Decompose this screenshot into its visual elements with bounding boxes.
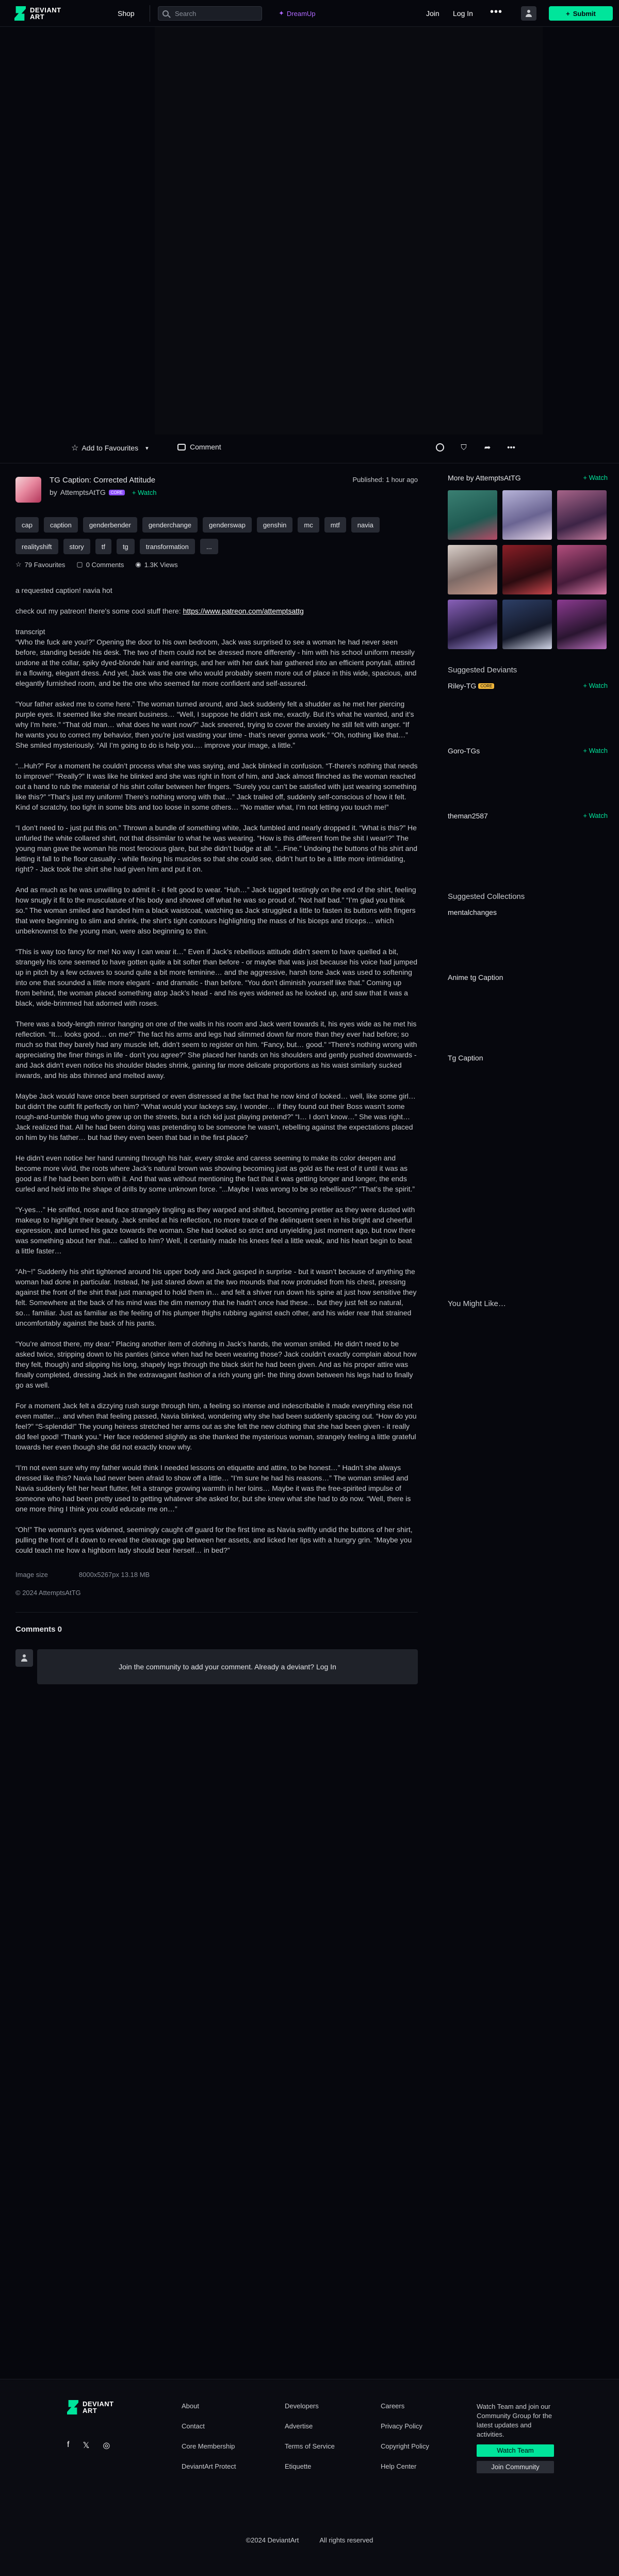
star-icon: ☆ — [15, 560, 22, 568]
comments-heading: Comments 0 — [15, 1625, 62, 1634]
social-links — [67, 2440, 110, 2451]
logo-text-line-2: ART — [83, 2407, 97, 2414]
story-paragraph: Maybe Jack would have once been surprised or even distressed at the fact that he now kind of looked… well, like some girl… but didn’t the outfit fit perfectly on him? “What would your lackeys say, I wonder… if they found out their Boss wasn’t some rough-and-tumble thug who grew up on the streets, but a rich kid just playing pretend?” “I… I don’t know…” She was right… Jack realized that. All he had been doing was pretending to be someone he wasn’t, rebelling against the expectations placed on him by his father… but had they even been that bad in the first place? — [15, 1092, 416, 1141]
team-promo-text: Watch Team and join our Community Group for the latest updates and activities. — [477, 2403, 552, 2438]
search-placeholder: Search — [175, 9, 197, 18]
story-paragraph: “Y-yes…” He sniffed, nose and face strangely tingling as they warped and shifted, becoming prettier as they were dusted with makeup to highlight their beauty. Jack smiled at his reflection, no more trace of the delinquent seen in his bright and cheerful expression, and turned his gaze towards the woman. She had looked so strict and unyielding just moment ago, but now there was something about her that… called to him? Well, it certainly made his knees feel a little weak, and his heart begin to beat a little faster… — [15, 1205, 416, 1255]
watch-team-button[interactable]: Watch Team — [477, 2444, 554, 2457]
deviant-name[interactable]: theman2587 — [448, 812, 488, 820]
gift-icon[interactable]: ⛉ — [461, 443, 467, 452]
sidebar-watch-label: Watch — [589, 474, 608, 481]
comment-label: Comment — [190, 443, 221, 451]
more-by-header — [448, 474, 608, 482]
add-to-favourites-button[interactable] — [71, 443, 149, 453]
story-paragraph: And as much as he was unwilling to admit it - it felt good to wear. “Huh…” Jack tugged testingly on the end of the shirt, feeling how snugly it fit to the musculature of his body and showed off what he was so proud of. “Not half bad.” “I’m glad you think so.” The woman smiled and handed him a black waistcoat, watching as Jack struggled a little to fasten its buttons with fingers that were beginning to slim and shrink, the shirt’s tight contours highlighting the mass of his biceps and triceps… which unbeknownst to the young man, were also beginning to thin. — [15, 886, 416, 935]
footer-link[interactable]: Careers — [381, 2402, 405, 2410]
facebook-icon[interactable]: f — [67, 2440, 70, 2449]
watch-label: Watch — [589, 747, 608, 754]
watch-label: Watch — [589, 682, 608, 689]
x-icon[interactable]: 𝕏 — [83, 2441, 90, 2450]
patreon-prefix: check out my patreon! there's some cool stuff there: — [15, 607, 183, 615]
story-paragraph: “Your father asked me to come here.” The woman turned around, and Jack suddenly felt a shudder as he met her piercing purple eyes. It seemed like she meant business… “Well, I suppose he didn’t ask me, exactly. But it’s what he wanted, and it’s why I’m here.” “That old man… what does he want now?” Jack sneered, trying to cover the anxiety he still felt with anger. “If he wants you to correct my behavior, then you’re just wasting your time - that’s never gonna work.” “Oh, nothing like that…” She smiled mysteriously. “All I’m going to do is help you…. improve your image, a little.” — [15, 700, 414, 749]
deviation-copyright: © 2024 AttemptsAtTG — [15, 1589, 81, 1597]
team-promo — [477, 2402, 554, 2473]
tag-chip[interactable]: realityshift — [15, 539, 58, 554]
dreamup-link[interactable] — [279, 9, 316, 18]
logo-text-line-1: DEVIANT — [30, 6, 61, 14]
tag-chip[interactable]: story — [63, 539, 90, 554]
core-badge: CORE — [478, 683, 494, 689]
footer-column-2 — [285, 2402, 335, 2483]
tag-list — [15, 517, 418, 554]
deviantart-logo-icon — [67, 2400, 78, 2414]
you-might-like-title: You Might Like… — [448, 1299, 506, 1308]
deviation-description — [15, 585, 418, 1555]
tag-chip[interactable]: genderchange — [142, 517, 198, 533]
image-size-label: Image size — [15, 1571, 48, 1579]
story-paragraph: “I don’t need to - just put this on.” Thrown a bundle of something white, Jack fumbled and nearly dropped it. “What is this?” He unfurled the white collared shirt, not that dissimilar to what he was wearing. “How is this different from the shit I wear!?” The young man gave the woman his most ferocious glare, but she didn’t budge at all. “...Fine.” Undoing the buttons of his shirt and letting it fall to the floor casually - while flexing his muscles so that she could see, didn’t hurt to be a little more intimidating, right? - Jack took the shirt she had given him and put it on. — [15, 824, 418, 873]
chevron-down-icon[interactable]: ▾ — [145, 445, 149, 452]
thumbnail[interactable] — [502, 545, 552, 594]
story-paragraph: For a moment Jack felt a dizzying rush surge through him, a feeling so intense and indescribable it made everything else not even matter… and when that feeling passed, Navia blinked, wondering why she had been suddenly spacing out. “How do you feel?” “S-splendid!” The young heiress stretched her arms out as she felt the new clothing that she had been given - it really did feel good! “Thank you.” Her face reddened slightly as she thanked the mysterious woman, strangely feeling a little grateful towards her even though she did not exactly know why. — [15, 1402, 417, 1451]
views-stat — [135, 560, 177, 569]
tag-chip[interactable]: cap — [15, 517, 39, 533]
footer-copyright: ©2024 DeviantArt — [246, 2536, 299, 2544]
share-icon[interactable]: ➦ — [484, 443, 491, 452]
star-icon: ☆ — [71, 444, 79, 453]
transcript-label: transcript — [15, 627, 45, 636]
collection-name[interactable]: mentalchanges — [448, 908, 497, 916]
add-to-favourites-label: Add to Favourites — [82, 444, 139, 452]
story-paragraph: He didn’t even notice her hand running through his hair, every stroke and caress seeming to make its color deepen and become more vivid, the roots where Jack’s natural brown was showing becoming just as gold as the rest of it until it was as good as if he had been born with it. And that was without mentioning the fact that it was getting longer and longer, the ends curled and held into the shape of drills by some unknown force. “...Maybe I was wrong to be so rebellious?” “That’s the spirit.” — [15, 1154, 415, 1193]
top-nav-bar — [0, 0, 619, 27]
comments-stat — [76, 560, 124, 569]
guest-avatar — [15, 1649, 33, 1667]
login-link[interactable]: Log In — [453, 9, 473, 18]
comment-join-row — [15, 1647, 418, 1684]
author-byline — [50, 488, 156, 496]
footer-link[interactable]: About — [182, 2402, 199, 2410]
deviantart-logo[interactable] — [14, 6, 61, 21]
collection-item — [448, 1054, 608, 1062]
eye-icon: ◉ — [135, 560, 141, 568]
more-by-thumbnails — [448, 490, 608, 649]
watch-label: Watch — [138, 488, 157, 496]
dreamup-label: DreamUp — [286, 9, 316, 18]
story-paragraph: There was a body-length mirror hanging on one of the walls in his room and Jack went towards it, his eyes wide as he met his reflection. “It… looks good… on me?” The fact his arms and legs had slimmed down far more than they ever had before; so much so that they barely had any muscle left, didn’t seem to register on him. “Fancy, but… good.” “There’s nothing wrong with appreciating the finer things in life - don’t you agree?” She placed her hands on his shoulders and gently pushed downwards - and Jack didn’t even notice his shoulder blades shrink, gaining far more delicate proportions as his waist similarly sucked inwards, and his abs thinned and melted away. — [15, 1020, 417, 1080]
logo-text — [83, 2401, 114, 2414]
submit-label: Submit — [573, 9, 596, 18]
more-by-title[interactable]: More by AttemptsAtTG — [448, 474, 521, 482]
thumbnail[interactable] — [557, 545, 607, 594]
collection-name[interactable]: Anime tg Caption — [448, 973, 503, 981]
deviant-name[interactable]: Goro-TGs — [448, 747, 480, 755]
badge-icon[interactable] — [434, 442, 446, 453]
tag-chip[interactable]: tf — [95, 539, 111, 554]
deviantart-logo-icon — [14, 6, 26, 21]
instagram-icon[interactable]: ◎ — [103, 2441, 110, 2450]
footer-link[interactable]: DeviantArt Protect — [182, 2462, 236, 2470]
image-size-row — [15, 1571, 418, 1579]
plus-icon: + — [566, 9, 570, 18]
description-intro: a requested caption! navia hot — [15, 586, 112, 594]
footer-link[interactable]: Advertise — [285, 2422, 313, 2430]
story-paragraph: “You’re almost there, my dear.” Placing another item of clothing in Jack’s hands, the woman smiled. He didn’t need to be asked twice, stripping down to his panties (since when had he been wearing those? Jack couldn’t exactly complain about how they felt, though) and slipping his long, shapely legs through the black skirt he had been given. And as his proper attire was finally completed, dressing Jack in the extravagant fashion of a rich young girl- the thing down between his legs had to finally go as well. — [15, 1340, 417, 1389]
shop-link[interactable]: Shop — [118, 9, 135, 18]
footer-logo[interactable] — [67, 2400, 114, 2414]
collection-item — [448, 908, 608, 916]
divider — [15, 1612, 418, 1613]
published-time: Published: 1 hour ago — [352, 476, 418, 484]
footer-link[interactable]: Contact — [182, 2422, 205, 2430]
comment-icon: ▢ — [76, 560, 83, 568]
comment-icon — [177, 444, 186, 450]
join-to-comment-prompt[interactable]: Join the community to add your comment. Already a deviant? Log In — [37, 1649, 418, 1684]
site-footer — [0, 2379, 619, 2576]
thumbnail[interactable] — [557, 490, 607, 540]
user-icon — [21, 1654, 28, 1662]
by-label: by — [50, 488, 57, 496]
more-options-icon[interactable]: ••• — [507, 443, 515, 452]
submit-button[interactable] — [549, 6, 613, 21]
story-paragraph: “This is way too fancy for me! No way I can wear it…” Even if Jack’s rebellious attitude didn’t seem to have quelled a bit, strangely his tone seemed to have gotten quite a bit softer than before - or maybe that was just because his voice had jumped up in pitch by a few octaves to sound quite a bit more feminine… and the aggressive, harsh tone Jack was used to softening into one that sounded a little more elegant - and dramatic - than before. “You don’t diminish yourself like that.” Coming up from behind, the woman placed something atop Jack’s head - and his eyes widened as he looked up, and saw that it was a black, wide-brimmed hat adorned with roses. — [15, 947, 418, 1007]
footer-link[interactable]: Help Center — [381, 2462, 417, 2470]
logo-text — [30, 7, 61, 20]
deviation-header — [15, 474, 418, 517]
suggested-deviant — [448, 812, 608, 820]
footer-link[interactable]: Privacy Policy — [381, 2422, 422, 2430]
join-link[interactable]: Join — [426, 9, 439, 18]
watch-author-button[interactable]: + Watch — [132, 488, 157, 496]
footer-link[interactable]: Copyright Policy — [381, 2442, 429, 2450]
search-input[interactable] — [158, 6, 262, 21]
story-paragraph: “Oh!” The woman’s eyes widened, seemingly caught off guard for the first time as Navia swiftly undid the buttons of her shirt, pulling the front of it down to reveal the cleavage gap between her assets, and licked her lips with a hungry grin. “Maybe you could teach me how a highborn lady should bear herself… in bed?” — [15, 1525, 413, 1554]
deviation-main-column — [15, 474, 418, 1684]
thumbnail[interactable] — [448, 490, 497, 540]
favourites-stat — [15, 560, 65, 569]
core-member-badge: CORE — [109, 490, 125, 495]
suggested-collections-title: Suggested Collections — [448, 892, 525, 901]
logo-text-line-2: ART — [30, 13, 45, 21]
right-sidebar — [448, 474, 608, 1308]
tag-chip[interactable]: genshin — [257, 517, 293, 533]
story-transcript — [15, 637, 418, 1555]
deviant-name[interactable]: Riley-TG — [448, 682, 477, 690]
deviation-stats — [15, 560, 418, 569]
patreon-link[interactable]: https://www.patreon.com/attemptsattg — [183, 607, 304, 615]
footer-column-1 — [182, 2402, 236, 2483]
footer-rights: All rights reserved — [319, 2536, 373, 2544]
deviation-title: TG Caption: Corrected Attitude — [50, 476, 156, 485]
collection-item — [448, 973, 608, 981]
story-paragraph: “Who the fuck are you!?” Opening the door to his own bedroom, Jack was surprised to see a woman he had never seen before, standing beside his desk. The two of them could not be dressed more differently - him with his school uniform messily undone at the collar, spiky dyed-blonde hair and earrings, and her with her dark hair gathered into an efficient ponytail, attired in a flowing, elegant dress. And yet, Jack was the one who would probably seem more out of place in this wide, spacious, and elegantly furnished room, and be the one who seemed far more confident and self-assured. — [15, 638, 417, 687]
footer-link[interactable]: Developers — [285, 2402, 319, 2410]
user-menu-button[interactable] — [521, 6, 536, 21]
story-paragraph: “I’m not even sure why my father would think I needed lessons on etiquette and attire, to be honest…” Hadn’t she always dressed like this? Navia had never been afraid to show off a little… “I’m sure he had his reasons…” The woman smiled and Navia suddenly felt her heart flutter, felt a strange growing warmth in her loins… Maybe it was the free-spirited impulse of someone who had been pretty used to getting whatever she asked for, but she knew what she had to do now. “Well, there is one more thing I think you could educate me on…” — [15, 1463, 411, 1513]
join-community-button[interactable]: Join Community — [477, 2461, 554, 2473]
author-avatar[interactable] — [15, 477, 41, 503]
image-size-value: 8000x5267px 13.18 MB — [78, 1571, 150, 1579]
search-icon — [162, 10, 169, 17]
suggested-deviant — [448, 682, 608, 690]
footer-bottom — [0, 2536, 619, 2544]
deviation-action-bar — [0, 434, 619, 463]
tag-chip[interactable]: mtf — [324, 517, 346, 533]
comments-count: 0 Comments — [86, 560, 124, 569]
footer-link[interactable]: Core Membership — [182, 2442, 235, 2450]
dreamup-icon: ✦ — [279, 9, 284, 17]
author-name[interactable]: AttemptsAtTG — [60, 488, 106, 496]
story-paragraph: “...Huh?” For a moment he couldn’t process what she was saying, and Jack blinked in confusion. “T-there’s nothing that needs to improve!” “Really?” It was like he blinked and she was right in front of him, and Jack almost flinched as the woman reached out a hand to rub the material of his shirt collar between her fingers. “Surely you can’t be satisfied with just wearing something like this?” “That’s just my uniform! There’s nothing wrong with that…” Jack trailed off, suddenly self-conscious of how it felt. Kind of scratchy, too tight in some bits and too loose in some others… “No matter what, I’m not letting you touch me!” — [15, 762, 418, 811]
story-paragraph: “Ah~!” Suddenly his shirt tightened around his upper body and Jack gasped in surprise - but it wasn’t because of anything the woman had done in particular. Instead, he just stared down at the two mounds that now protruded from his chest, pressing against the front of the shirt that just managed to hold them in… and felt a shiver run down his spine at just how sensitive they felt. Somewhere at the back of his mind was the dim memory that he hadn’t once had these… but they just felt so natural, so… familiar. Just as familiar as the feeling of his plumper thighs rubbing against each other, and his wider rear that strained uncomfortably against the back of his pants. — [15, 1267, 417, 1327]
patreon-line — [15, 606, 418, 616]
suggested-deviants-title: Suggested Deviants — [448, 666, 517, 674]
footer-link[interactable]: Terms of Service — [285, 2442, 335, 2450]
footer-link[interactable]: Etiquette — [285, 2462, 312, 2470]
artwork-image[interactable] — [155, 27, 543, 434]
watch-deviant-button[interactable]: + Watch — [583, 682, 608, 689]
thumbnail[interactable] — [502, 490, 552, 540]
artwork-stage — [0, 27, 619, 434]
tag-chip[interactable]: ... — [200, 539, 218, 554]
tag-chip[interactable]: mc — [298, 517, 319, 533]
suggested-deviant — [448, 747, 608, 755]
logo-text-line-1: DEVIANT — [83, 2400, 114, 2408]
tag-chip[interactable]: genderswap — [203, 517, 252, 533]
tag-chip[interactable]: caption — [44, 517, 78, 533]
favourites-count: 79 Favourites — [24, 560, 66, 569]
more-menu-icon[interactable]: ••• — [490, 6, 503, 18]
thumbnail[interactable] — [448, 545, 497, 594]
watch-deviant-button[interactable]: + Watch — [583, 747, 608, 754]
watch-deviant-button[interactable]: + Watch — [583, 812, 608, 819]
views-count: 1.3K Views — [144, 560, 178, 569]
watch-label: Watch — [589, 812, 608, 819]
thumbnail[interactable] — [557, 600, 607, 649]
thumbnail[interactable] — [502, 600, 552, 649]
tag-chip[interactable]: tg — [117, 539, 135, 554]
sidebar-watch-button[interactable]: + Watch — [583, 474, 608, 481]
thumbnail[interactable] — [448, 600, 497, 649]
collection-name[interactable]: Tg Caption — [448, 1054, 483, 1062]
footer-column-3 — [381, 2402, 429, 2483]
user-icon — [525, 10, 532, 17]
comment-button[interactable] — [177, 443, 221, 451]
tag-chip[interactable]: transformation — [140, 539, 195, 554]
tag-chip[interactable]: navia — [351, 517, 380, 533]
tag-chip[interactable]: genderbender — [83, 517, 137, 533]
